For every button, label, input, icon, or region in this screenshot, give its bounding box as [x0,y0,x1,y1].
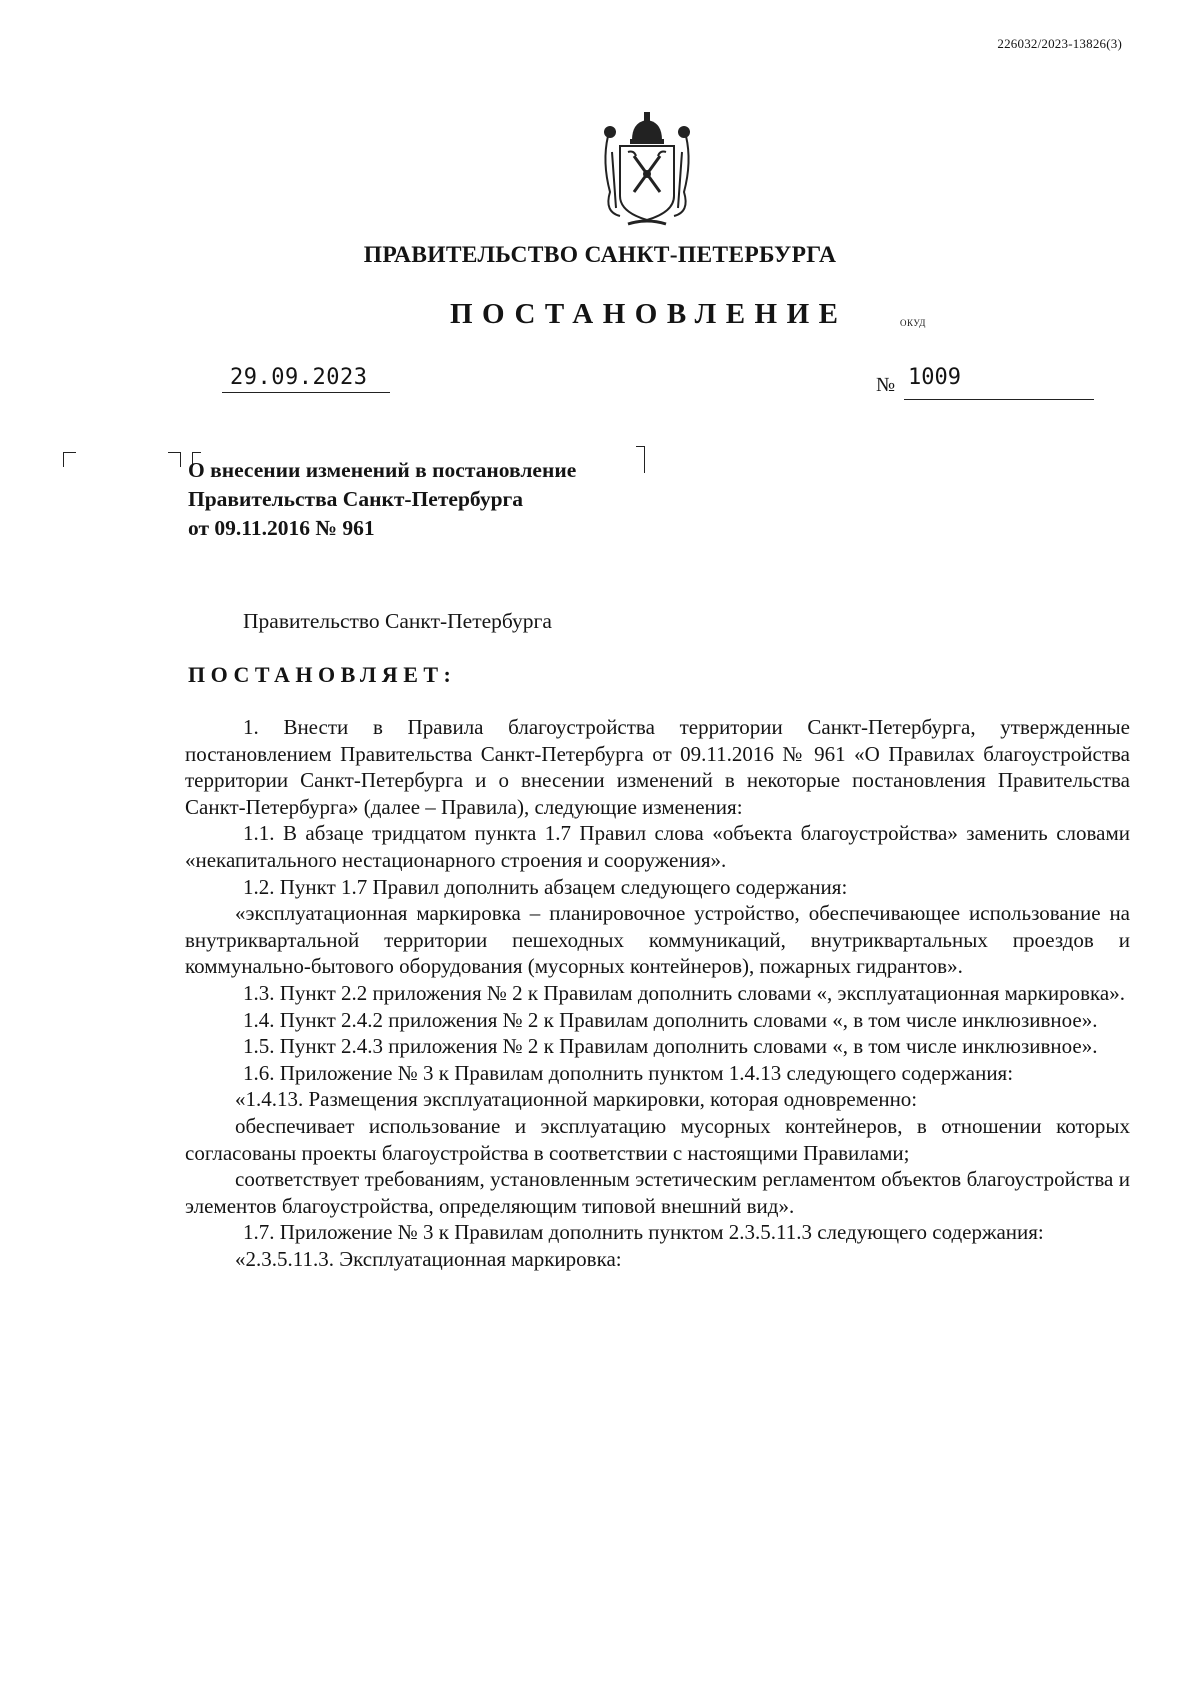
paragraph: 1.4. Пункт 2.4.2 приложения № 2 к Правилам дополнить словами «, в том числе инклюзивное». [243,1007,1098,1032]
government-name: ПРАВИТЕЛЬСТВО САНКТ-ПЕТЕРБУРГА [363,242,837,268]
corner-bracket [63,452,76,467]
document-number: 1009 [908,365,961,390]
subject-line: от 09.11.2016 № 961 [188,516,375,540]
paragraph: 1.1. В абзаце тридцатом пункта 1.7 Правил слова «объекта благоустройства» заменить словами «некапитального нестационарного строения и сооружения». [185,821,1130,872]
paragraph: 1.6. Приложение № 3 к Правилам дополнить пунктом 1.4.13 следующего содержания: [243,1060,1014,1085]
decrees-heading: ПОСТАНОВЛЯЕТ: [188,662,457,687]
subject-line: Правительства Санкт-Петербурга [188,487,524,511]
number-underline [904,399,1094,400]
paragraph: 1.5. Пункт 2.4.3 приложения № 2 к Правилам дополнить словами «, в том числе инклюзивное». [243,1034,1098,1059]
paragraph: 1.2. Пункт 1.7 Правил дополнить абзацем следующего содержания: [243,874,848,899]
paragraph: 1.7. Приложение № 3 к Правилам дополнить пунктом 2.3.5.11.3 следующего содержания: [243,1220,1044,1245]
paragraph: «2.3.5.11.3. Эксплуатационная маркировка: [235,1246,622,1271]
paragraph: 1.3. Пункт 2.2 приложения № 2 к Правилам дополнить словами «, эксплуатационная маркировка». [243,980,1125,1005]
paragraph: соответствует требованиям, установленным эстетическим регламентом объектов благоустройства и элементов благоустройства, определяющим типовой внешний вид». [185,1167,1130,1218]
coat-of-arms-icon [598,112,696,228]
date-underline [222,392,390,393]
paragraph: обеспечивает использование и эксплуатацию мусорных контейнеров, в отношении которых согласованы проекты благоустройства в соответствии с настоящими Правилами; [185,1113,1130,1165]
paragraph: «1.4.13. Размещения эксплуатационной маркировки, которая одновременно: [235,1087,918,1112]
subject-line: О внесении изменений в постановление [188,458,577,482]
document-type-title: ПОСТАНОВЛЕНИЕ [450,298,848,330]
document-id: 226032/2023-13826(3) [997,36,1122,51]
document-body [185,714,1130,1272]
okud-label: ОКУД [900,318,926,328]
paragraph: «эксплуатационная маркировка – планировочное устройство, обеспечивающее использование на внутриквартальной территории пешеходных коммуникаций, внутриквартальных проездов и коммунально-бытового оборудования (мусорных контейнеров), пожарных гидрантов». [185,901,1130,979]
corner-bracket [168,452,181,467]
document-date: 29.09.2023 [230,365,368,390]
issuer-line: Правительство Санкт-Петербурга [243,609,552,633]
document-subject [188,456,658,543]
paragraph: 1. Внести в Правила благоустройства территории Санкт-Петербурга, утвержденные постановлением Правительства Санкт-Петербурга от 09.11.2016 № 961 «О Правилах благоустройства территории Санкт-Петербурга и о внесении изменений в некоторые постановления Правительства Санкт-Петербурга» (далее – Правила), следующие изменения: [185,715,1130,819]
number-sign: № [876,374,896,396]
